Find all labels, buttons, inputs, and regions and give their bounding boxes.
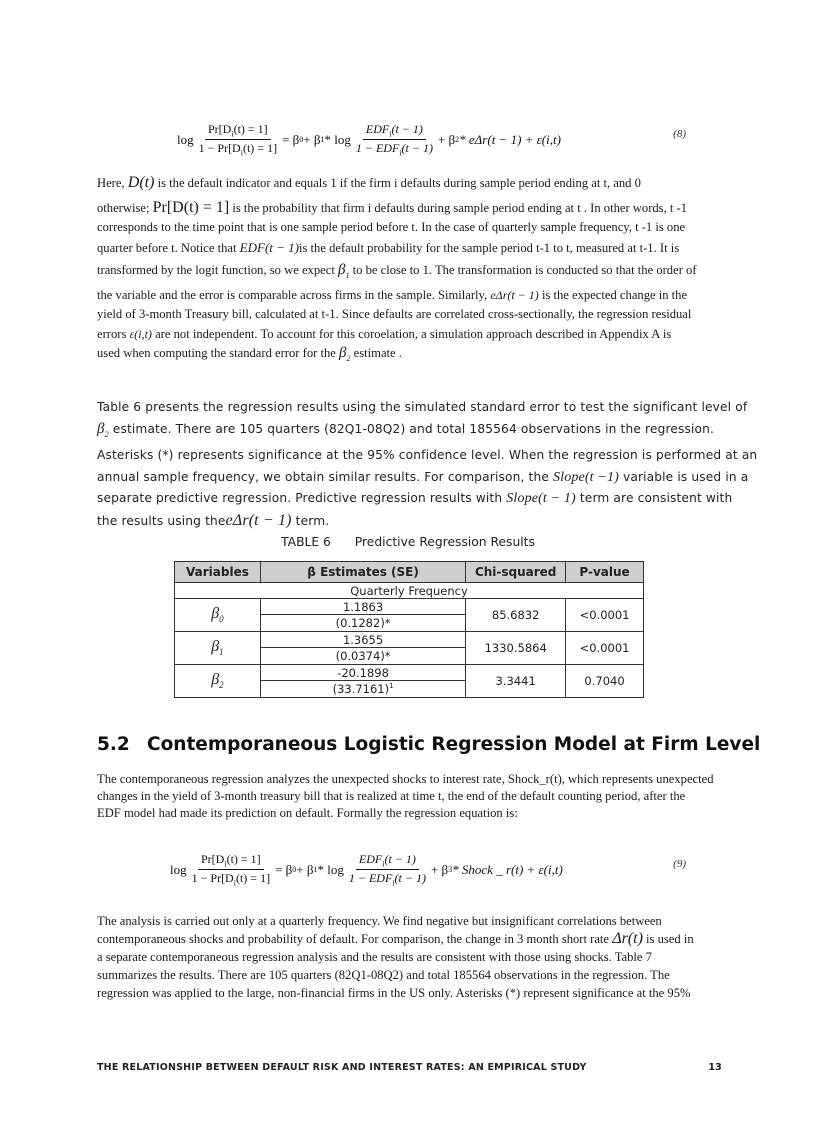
section-title: Contemporaneous Logistic Regression Model at Firm Level: [147, 734, 761, 755]
table-row: [175, 599, 644, 615]
p-value: 0.7040: [566, 665, 644, 698]
p-value: <0.0001: [566, 599, 644, 632]
math-dit: D(t): [127, 174, 155, 191]
math-pr: Pr[D(t) = 1]: [152, 198, 230, 216]
page-number: 13: [708, 1062, 722, 1073]
table-row: [175, 665, 644, 681]
paragraph-table6-intro: Table 6 presents the regression results using the simulated standard error to test the significant level of $\beta_2$ estimate. There are 105 quarters (82Q1-08Q2) and total 185564 observations in the regression. Asterisks (*) represents significance at the 95% confidence level. When the regression is performed at an annual sample frequency, we obtain similar results. For comparison, the Slope(t −1) variable is used in a separate predictive regression. Predictive regression results with Slope(t − 1) term are consistent with the results using theeΔr(t − 1) term.: [97, 400, 758, 529]
eq8-log: log: [177, 131, 194, 147]
section-heading: [97, 734, 760, 755]
table-header-row: [175, 562, 644, 583]
table-row: [175, 632, 644, 648]
var-beta1: $\beta_1$: [175, 632, 261, 665]
eq8-lhs-fraction: $\frac{Pr[D_i(t) = 1]}{1 - Pr[D_i(t) = 1]}$: [198, 122, 278, 158]
estimate-value: 1.1863: [260, 599, 465, 615]
standard-error-value: (0.0374)*: [260, 648, 465, 665]
eq8-number: (8): [673, 128, 686, 140]
math-beta1: $\beta_1$: [337, 262, 350, 280]
var-beta0: $\beta_0$: [175, 599, 261, 632]
math-edf: EDF(t − 1): [239, 239, 299, 255]
equation-8: log $\frac{Pr[D_i(t) = 1]}{1 - Pr[D_i(t) = 1]}$ = β 0 + β 1 * log $\frac{EDF_i(t - 1)}{1 - EDF_i(t - 1)}$ + β 2 * eΔr(t − 1) + ε(i,t) (8): [177, 122, 686, 158]
table-subheader-row: [175, 583, 644, 599]
equation-9: log $\frac{Pr[D_i(t) = 1]}{1 - Pr[D_i(t) = 1]}$ = β 0 + β 1 * log $\frac{EDF_i(t - 1)}{1 - EDF_i(t - 1)}$ + β 3 * Shock _ r(t) + ε(i,t) (9): [170, 852, 686, 888]
math-eps: ε(i,t): [129, 326, 152, 341]
p-value: <0.0001: [566, 632, 644, 665]
subheader-quarterly: Quarterly Frequency: [175, 583, 644, 599]
paragraph-analysis: The analysis is carried out only at a quarterly frequency. We find negative but insignificant correlations between contemporaneous shocks and probability of default. For comparison, the change in 3 month short rate Δr(t) is used in a separate contemporaneous regression analysis and the results are consistent with those using shocks. Table 7 summarizes the results. There are 105 quarters (82Q1-08Q2) and total 185564 observations in the regression. The regression was applied to the large, non-financial firms in the US only. Asterisks (*) represent significance at the 95%: [97, 914, 694, 1000]
table6-caption: TABLE 6 Predictive Regression Results: [281, 535, 535, 549]
paragraph-contemporaneous: The contemporaneous regression analyzes the unexpected shocks to interest rate, Shock_r(t), which represents unexpected changes in the yield of 3-month treasury bill that is realized at time t, the end of the default counting period, after the EDF model had made its prediction on default. Formally the regression equation is:: [97, 772, 714, 820]
header-p-value: P-value: [566, 562, 644, 583]
header-estimates: β Estimates (SE): [260, 562, 465, 583]
table6: [174, 561, 644, 698]
header-variables: Variables: [175, 562, 261, 583]
math-beta2: $\beta_2$: [339, 345, 351, 363]
eq8-edf-fraction: $\frac{EDF_i(t - 1)}{1 - EDF_i(t - 1)}$: [355, 122, 433, 158]
estimate-value: -20.1898: [260, 665, 465, 681]
math-beta2-p2: $\beta_2$: [97, 420, 109, 439]
var-beta2: $\beta_2$: [175, 665, 261, 698]
chi-squared-value: 85.6832: [466, 599, 566, 632]
estimate-value: 1.3655: [260, 632, 465, 648]
eq9-number: (9): [673, 858, 686, 870]
header-chi-squared: Chi-squared: [466, 562, 566, 583]
chi-squared-value: 3.3441: [466, 665, 566, 698]
paragraph-definitions: Here, D(t) is the default indicator and equals 1 if the firm i defaults during sample period ending at t, and 0 otherwise; Pr[D(t) = 1] is the probability that firm i defaults during sample period ending at t . In other words, t -1 corresponds to the time point that is one sample period before t. In the case of quarterly sample frequency, t -1 is one quarter before t. Notice that EDF(t − 1)is the default probability for the sample period t-1 to t, measured at t-1. It is transformed by the logit function, so we expect $\beta_1$ to be close to 1. The transformation is conducted so that the order of the variable and the error is comparable across firms in the sample. Similarly, eΔr(t − 1) is the expected change in the yield of 3-month Treasury bill, calculated at t-1. Since defaults are correlated cross-sectionally, the regression residual errors ε(i,t) are not independent. To account for this coroelation, a simulation approach described in Appendix A is used when computing the standard error for the $\beta_2$ estimate .: [97, 174, 697, 363]
chi-squared-value: 1330.5864: [466, 632, 566, 665]
footer-title: THE RELATIONSHIP BETWEEN DEFAULT RISK AND INTEREST RATES: AN EMPIRICAL STUDY: [97, 1062, 587, 1073]
section-number: 5.2: [97, 734, 130, 755]
standard-error-value: (0.1282)*: [260, 615, 465, 632]
page-footer: [97, 1062, 722, 1073]
math-edr: eΔr(t − 1): [490, 287, 539, 302]
standard-error-value: $(33.7161)^1$: [260, 681, 465, 698]
